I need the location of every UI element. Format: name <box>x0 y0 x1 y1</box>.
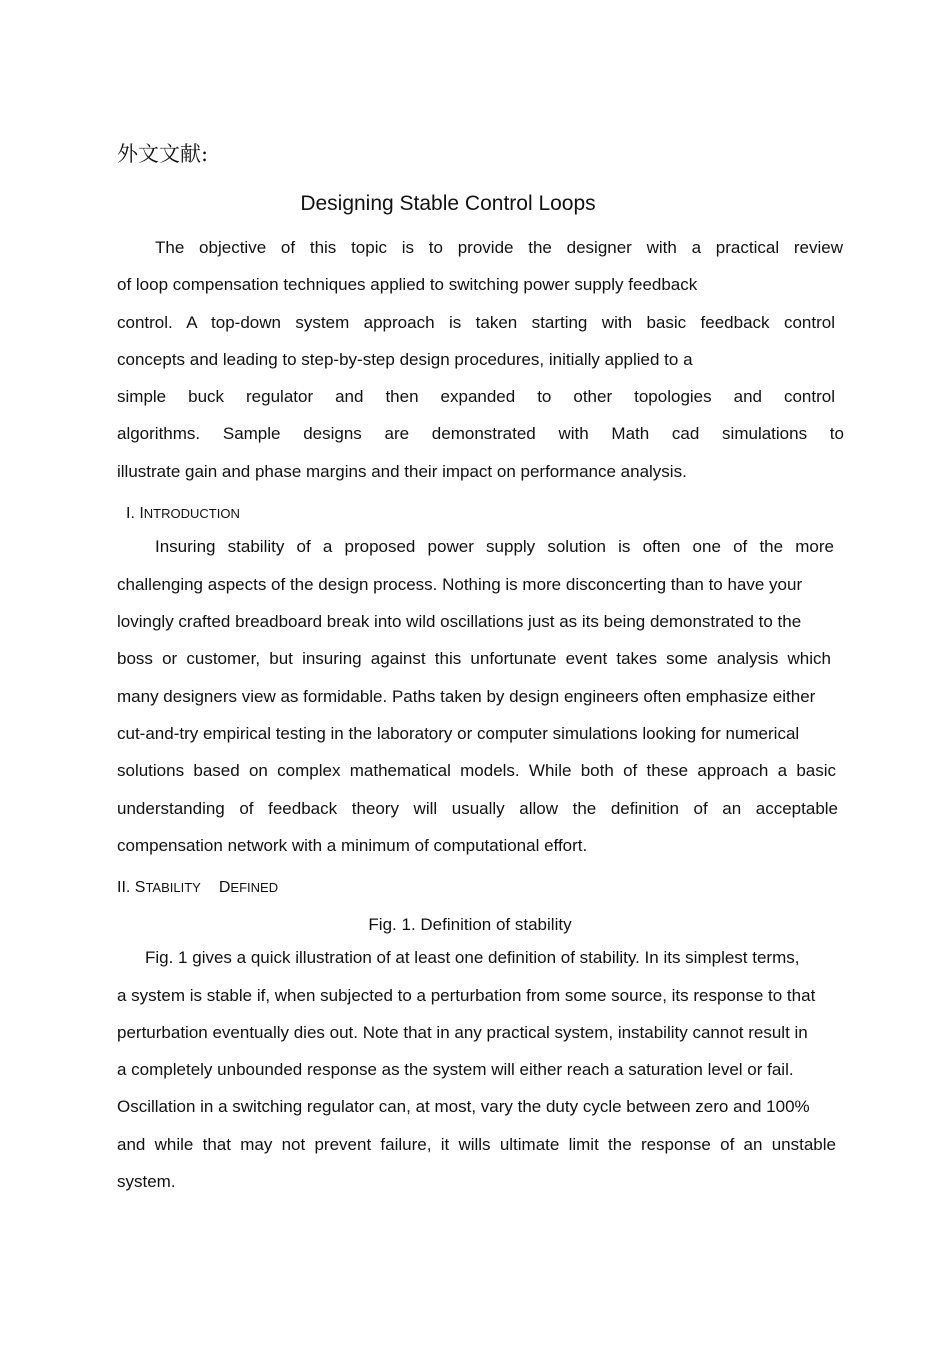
stability-line: and while that may not prevent failure, it wills ultimate limit the response of an unstable <box>117 1135 836 1154</box>
intro-line: lovingly crafted breadboard break into wild oscillations just as its being demonstrated to the <box>117 612 802 631</box>
section-title-smallcaps: TABILITY <box>145 880 201 895</box>
figure-caption: Fig. 1. Definition of stability <box>368 915 572 934</box>
intro-line: understanding of feedback theory will usually allow the definition of an acceptable <box>117 799 838 818</box>
stability-line: Fig. 1 gives a quick illustration of at least one definition of stability. In its simplest terms, <box>145 948 800 967</box>
stability-line: perturbation eventually dies out. Note that in any practical system, instability cannot result in <box>117 1023 808 1042</box>
section-title-capital: D <box>218 879 231 896</box>
foreign-literature-label: 外文文献: <box>117 142 209 166</box>
abstract-line: simple buck regulator and then expanded to other topologies and control <box>117 387 835 406</box>
intro-line: Insuring stability of a proposed power supply solution is often one of the more <box>155 537 834 556</box>
intro-line: compensation network with a minimum of computational effort. <box>117 836 588 855</box>
section-title-smallcaps: EFINED <box>230 880 279 895</box>
abstract-line: control. A top-down system approach is taken starting with basic feedback control <box>117 313 835 332</box>
stability-line: system. <box>117 1172 176 1191</box>
section-number: I. I <box>126 505 144 522</box>
abstract-line: The objective of this topic is to provide the designer with a practical review <box>155 238 843 257</box>
intro-line: boss or customer, but insuring against this unfortunate event takes some analysis which <box>117 649 831 668</box>
intro-line: challenging aspects of the design process. Nothing is more disconcerting than to have your <box>117 575 803 594</box>
document-title: Designing Stable Control Loops <box>300 192 596 215</box>
intro-line: solutions based on complex mathematical models. While both of these approach a basic <box>117 761 836 780</box>
section-title-smallcaps: NTRODUCTION <box>143 506 240 521</box>
intro-line: cut-and-try empirical testing in the laboratory or computer simulations looking for numerical <box>117 724 800 743</box>
stability-line: a system is stable if, when subjected to a perturbation from some source, its response to that <box>117 986 816 1005</box>
abstract-line: algorithms. Sample designs are demonstrated with Math cad simulations to <box>117 424 844 443</box>
section-heading-introduction <box>126 504 240 524</box>
abstract-line: illustrate gain and phase margins and their impact on performance analysis. <box>117 462 687 481</box>
section-number: II. S <box>117 879 146 896</box>
stability-line: Oscillation in a switching regulator can, at most, vary the duty cycle between zero and 100% <box>117 1097 810 1116</box>
abstract-line: concepts and leading to step-by-step design procedures, initially applied to a <box>117 350 693 369</box>
section-heading-stability-defined <box>117 878 278 898</box>
stability-line: a completely unbounded response as the system will either reach a saturation level or fail. <box>117 1060 794 1079</box>
intro-line: many designers view as formidable. Paths taken by design engineers often emphasize either <box>117 687 816 706</box>
abstract-line: of loop compensation techniques applied to switching power supply feedback <box>117 275 698 294</box>
